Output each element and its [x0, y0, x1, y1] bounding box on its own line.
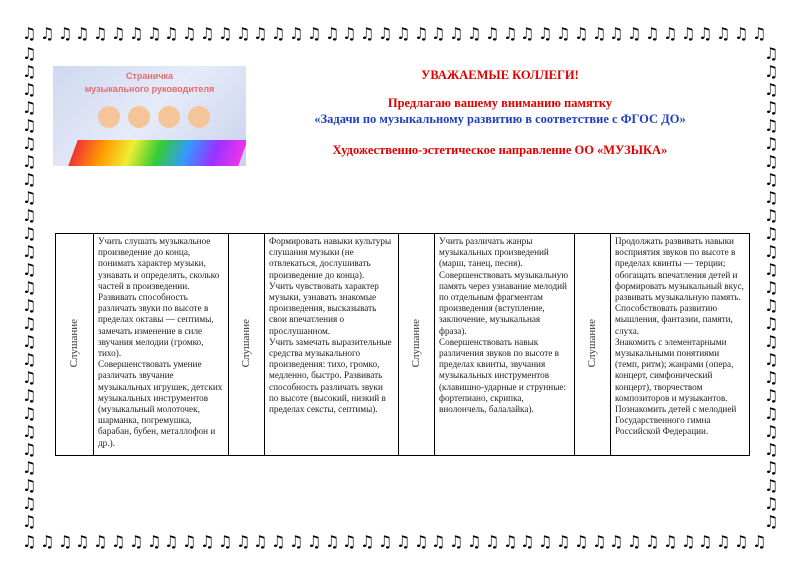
music-note-icon: ♫	[449, 532, 464, 551]
music-note-icon: ♫	[698, 532, 713, 551]
music-note-icon: ♫	[22, 62, 37, 81]
music-note-icon: ♫	[360, 24, 375, 43]
music-note-icon: ♫	[764, 350, 779, 369]
child-figure	[128, 106, 150, 128]
music-note-icon: ♫	[22, 98, 37, 117]
music-note-icon: ♫	[22, 512, 37, 531]
music-note-icon: ♫	[764, 476, 779, 495]
music-note-icon: ♫	[734, 24, 749, 43]
music-note-icon: ♫	[764, 116, 779, 135]
music-note-icon: ♫	[129, 532, 144, 551]
music-note-icon: ♫	[574, 532, 589, 551]
music-note-icon: ♫	[698, 24, 713, 43]
music-note-icon: ♫	[592, 532, 607, 551]
music-note-icon: ♫	[200, 24, 215, 43]
section-label: Слушание	[399, 234, 435, 456]
music-note-icon: ♫	[574, 24, 589, 43]
music-note-icon: ♫	[764, 44, 779, 63]
music-note-icon: ♫	[503, 532, 518, 551]
music-note-icon: ♫	[22, 422, 37, 441]
music-note-icon: ♫	[22, 224, 37, 243]
music-note-icon: ♫	[764, 494, 779, 513]
music-note-icon: ♫	[538, 532, 553, 551]
music-note-icon: ♫	[22, 458, 37, 477]
music-note-icon: ♫	[764, 206, 779, 225]
music-note-icon: ♫	[236, 24, 251, 43]
music-note-icon: ♫	[75, 532, 90, 551]
music-note-icon: ♫	[764, 296, 779, 315]
music-note-icon: ♫	[218, 24, 233, 43]
music-note-icon: ♫	[75, 24, 90, 43]
music-note-icon: ♫	[22, 494, 37, 513]
music-note-icon: ♫	[93, 24, 108, 43]
music-note-icon: ♫	[764, 224, 779, 243]
music-note-icon: ♫	[22, 80, 37, 99]
music-note-icon: ♫	[681, 24, 696, 43]
music-note-icon: ♫	[764, 62, 779, 81]
music-note-icon: ♫	[22, 332, 37, 351]
music-note-icon: ♫	[627, 532, 642, 551]
music-note-icon: ♫	[414, 532, 429, 551]
music-note-icon: ♫	[111, 532, 126, 551]
music-note-icon: ♫	[342, 532, 357, 551]
music-note-icon: ♫	[40, 24, 55, 43]
music-note-icon: ♫	[164, 532, 179, 551]
music-note-icon: ♫	[764, 98, 779, 117]
music-note-icon: ♫	[147, 532, 162, 551]
music-note-icon: ♫	[22, 188, 37, 207]
music-note-icon: ♫	[236, 532, 251, 551]
music-note-icon: ♫	[147, 24, 162, 43]
music-note-icon: ♫	[449, 24, 464, 43]
music-note-icon: ♫	[556, 24, 571, 43]
intro: Предлагаю вашему вниманию памятку	[387, 96, 613, 110]
music-note-icon: ♫	[22, 350, 37, 369]
music-note-icon: ♫	[271, 532, 286, 551]
music-note-icon: ♫	[764, 422, 779, 441]
music-note-icon: ♫	[503, 24, 518, 43]
child-figure	[188, 106, 210, 128]
music-note-icon: ♫	[764, 314, 779, 333]
music-note-icon: ♫	[378, 24, 393, 43]
music-note-icon: ♫	[22, 152, 37, 171]
music-note-icon: ♫	[22, 44, 37, 63]
music-note-icon: ♫	[764, 386, 779, 405]
greeting: УВАЖАЕМЫЕ КОЛЛЕГИ!	[421, 68, 579, 82]
music-note-icon: ♫	[58, 24, 73, 43]
tasks-table	[55, 233, 750, 456]
music-note-icon: ♫	[22, 404, 37, 423]
music-note-icon: ♫	[592, 24, 607, 43]
music-note-icon: ♫	[22, 440, 37, 459]
music-note-icon: ♫	[253, 24, 268, 43]
music-note-icon: ♫	[716, 532, 731, 551]
music-note-icon: ♫	[764, 80, 779, 99]
music-note-icon: ♫	[764, 332, 779, 351]
music-note-icon: ♫	[22, 242, 37, 261]
music-note-icon: ♫	[764, 278, 779, 297]
music-note-icon: ♫	[253, 532, 268, 551]
music-note-icon: ♫	[764, 170, 779, 189]
task-text: Учить слушать музыкальное произведение до конца, понимать характер музыки, узнавать и определять, сколько частей в произведении. Развивать способность различать звуки по высоте в пределах октавы — септимы, замечать изменение в силе звучания мелодии (громко, тихо). Совершенствовать умение различать звучание музыкальных игрушек, детских музыкальных инструментов (музыкальный молоточек, шарманка, погремушка, барабан, бубен, металлофон и др.).	[94, 234, 229, 456]
music-note-icon: ♫	[307, 24, 322, 43]
music-note-icon: ♫	[681, 532, 696, 551]
music-note-icon: ♫	[431, 24, 446, 43]
music-note-icon: ♫	[645, 532, 660, 551]
music-note-icon: ♫	[22, 278, 37, 297]
music-note-icon: ♫	[663, 24, 678, 43]
music-note-icon: ♫	[764, 260, 779, 279]
music-note-icon: ♫	[22, 134, 37, 153]
music-note-icon: ♫	[764, 458, 779, 477]
music-note-icon: ♫	[22, 532, 37, 551]
music-note-icon: ♫	[22, 170, 37, 189]
music-note-icon: ♫	[764, 440, 779, 459]
music-note-icon: ♫	[289, 24, 304, 43]
music-note-icon: ♫	[22, 386, 37, 405]
subject: «Задачи по музыкальному развитию в соответствие с ФГОС ДО»	[314, 112, 686, 126]
music-note-icon: ♫	[764, 368, 779, 387]
section-label: Слушание	[56, 234, 94, 456]
music-note-icon: ♫	[609, 24, 624, 43]
music-note-icon: ♫	[22, 116, 37, 135]
logo-title: Страничка	[125, 71, 174, 81]
task-text: Учить различать жанры музыкальных произведений (марш, танец, песня). Совершенствовать музыкальную память через узнавание мелодий по отдельным фрагментам произведения (вступление, заключение, музыкальная фраза). Совершенствовать навык различения звуков по высоте в пределах квинты, звучания музыкальных инструментов (клавишно-ударные и струнные: фортепиано, скрипка, виолончель, балалайка).	[435, 234, 575, 456]
music-note-icon: ♫	[22, 476, 37, 495]
music-note-icon: ♫	[764, 152, 779, 171]
music-note-icon: ♫	[58, 532, 73, 551]
music-note-icon: ♫	[485, 24, 500, 43]
music-note-icon: ♫	[485, 532, 500, 551]
music-note-icon: ♫	[663, 532, 678, 551]
music-note-icon: ♫	[520, 24, 535, 43]
music-note-icon: ♫	[764, 242, 779, 261]
music-note-icon: ♫	[22, 368, 37, 387]
music-note-icon: ♫	[645, 24, 660, 43]
child-figure	[98, 106, 120, 128]
music-note-icon: ♫	[396, 24, 411, 43]
music-note-icon: ♫	[414, 24, 429, 43]
music-note-icon: ♫	[271, 24, 286, 43]
music-note-icon: ♫	[182, 532, 197, 551]
music-note-icon: ♫	[360, 532, 375, 551]
music-note-icon: ♫	[764, 512, 779, 531]
music-note-icon: ♫	[325, 532, 340, 551]
child-figure	[158, 106, 180, 128]
task-text: Формировать навыки культуры слушания музыки (не отвлекаться, дослушивать произведение до конца). Учить чувствовать характер музыки, узнавать знакомые произведения, высказывать свои впечатления о прослушанном. Учить замечать выразительные средства музыкального произведения: тихо, громко, медленно, быстро. Развивать способность различать звуки по высоте (высокий, низкий в пределах сексты, септимы).	[265, 234, 399, 456]
music-note-icon: ♫	[22, 314, 37, 333]
music-note-icon: ♫	[289, 532, 304, 551]
music-note-icon: ♫	[734, 532, 749, 551]
music-note-icon: ♫	[22, 296, 37, 315]
music-note-icon: ♫	[764, 188, 779, 207]
music-note-icon: ♫	[520, 532, 535, 551]
music-note-icon: ♫	[627, 24, 642, 43]
music-note-icon: ♫	[22, 260, 37, 279]
music-note-icon: ♫	[467, 532, 482, 551]
section-label: Слушание	[575, 234, 611, 456]
music-note-icon: ♫	[307, 532, 322, 551]
direction: Художественно-эстетическое направление ОО «МУЗЫКА»	[332, 143, 668, 157]
music-note-icon: ♫	[218, 532, 233, 551]
music-note-icon: ♫	[342, 24, 357, 43]
music-note-icon: ♫	[396, 532, 411, 551]
music-note-icon: ♫	[764, 134, 779, 153]
music-note-icon: ♫	[164, 24, 179, 43]
music-note-icon: ♫	[538, 24, 553, 43]
logo-image	[53, 66, 246, 166]
music-note-icon: ♫	[200, 532, 215, 551]
music-note-icon: ♫	[716, 24, 731, 43]
music-note-icon: ♫	[609, 532, 624, 551]
music-note-icon: ♫	[93, 532, 108, 551]
music-note-icon: ♫	[752, 532, 767, 551]
music-note-icon: ♫	[431, 532, 446, 551]
music-note-icon: ♫	[764, 404, 779, 423]
music-note-icon: ♫	[378, 532, 393, 551]
music-note-icon: ♫	[111, 24, 126, 43]
music-note-icon: ♫	[325, 24, 340, 43]
music-note-icon: ♫	[182, 24, 197, 43]
music-note-icon: ♫	[40, 532, 55, 551]
table-row	[56, 234, 750, 456]
logo-subtitle: музыкального руководителя	[84, 84, 215, 94]
music-note-icon: ♫	[467, 24, 482, 43]
music-note-icon: ♫	[129, 24, 144, 43]
piano-keys	[68, 140, 246, 166]
section-label: Слушание	[229, 234, 265, 456]
music-note-icon: ♫	[556, 532, 571, 551]
music-note-icon: ♫	[22, 24, 37, 43]
task-text: Продолжать развивать навыки восприятия звуков по высоте в пределах квинты — терции; обогащать впечатления детей и формировать музыкальный вкус, развивать музыкальную память. Способствовать развитию мышления, фантазии, памяти, слуха. Знакомить с элементарными музыкальными понятиями (темп, ритм); жанрами (опера, концерт, симфонический концерт), творчеством композиторов и музыкантов. Познакомить детей с мелодией Государственного гимна Российской Федерации.	[611, 234, 750, 456]
music-note-icon: ♫	[22, 206, 37, 225]
music-note-icon: ♫	[752, 24, 767, 43]
